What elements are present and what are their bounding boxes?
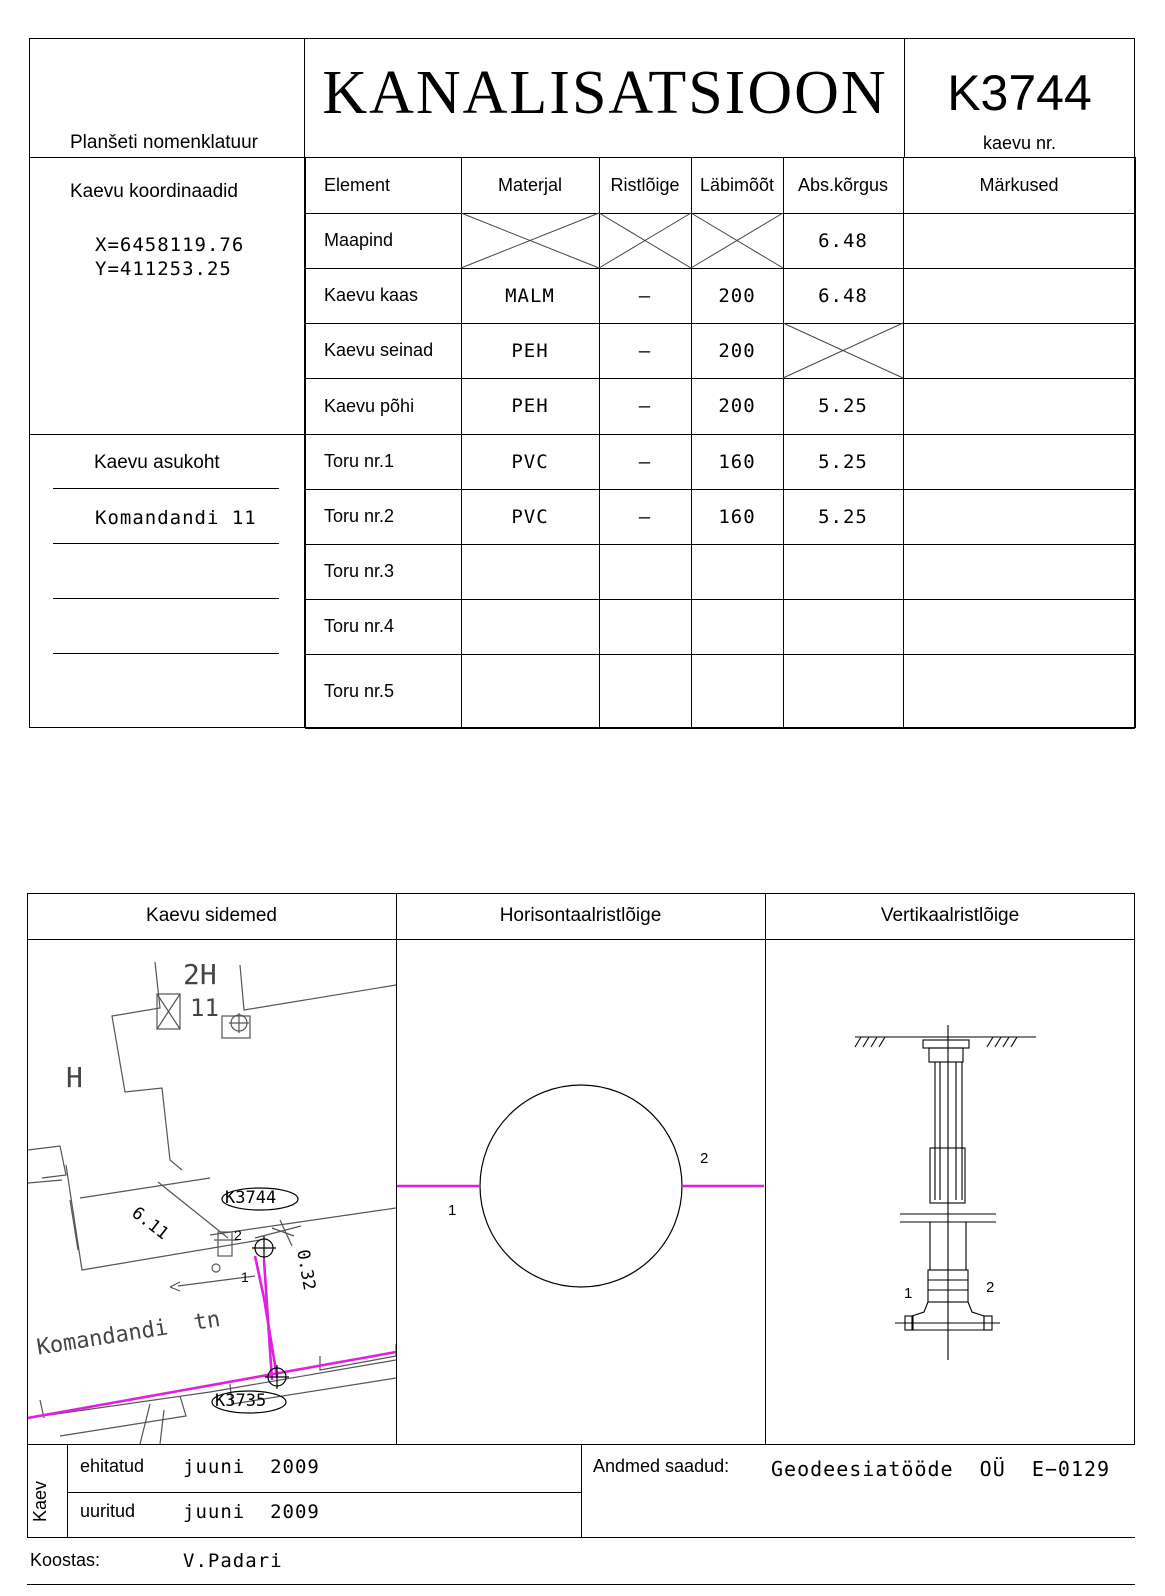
map-distance-2: 0.32 [292, 1248, 320, 1292]
table-cell: — [638, 450, 652, 473]
table-cell: 5.25 [818, 450, 868, 473]
table-cell [599, 654, 691, 728]
map-building-h: H [66, 1061, 83, 1094]
table-row-label: Kaevu seinad [324, 340, 434, 360]
table-cell [461, 213, 599, 268]
table-row-label: Toru nr.3 [324, 561, 395, 581]
table-cell: — [638, 339, 652, 362]
table-cell: 200 [718, 339, 756, 362]
surveyed-value: juuni 2009 [183, 1501, 320, 1523]
vertical-pipe-1-label: 1 [904, 1285, 913, 1302]
table-cell [903, 489, 1135, 544]
coords-label: Kaevu koordinaadid [70, 181, 238, 202]
table-cell [903, 378, 1135, 434]
table-cell [461, 544, 599, 599]
location-line [53, 543, 279, 544]
table-gridline [305, 728, 1135, 729]
table-row-label: Kaevu kaas [324, 285, 419, 305]
table-cell [783, 323, 903, 378]
map-street-label: Komandandi tn [35, 1306, 223, 1361]
title: KANALISATSIOON [322, 59, 888, 127]
horizontal-title: Horisontaalristlõige [499, 905, 662, 926]
table-cell: 200 [718, 395, 756, 417]
footer-side-label: Kaev [30, 1480, 50, 1522]
location-line [53, 598, 279, 599]
divider [27, 1537, 1135, 1538]
built-value: juuni 2009 [183, 1456, 320, 1478]
table-row-label: Toru nr.2 [324, 506, 395, 526]
table-cell: PEH [511, 395, 549, 417]
table-cell: 5.25 [818, 395, 868, 417]
sheet-label: Planšeti nomenklatuur [70, 132, 258, 153]
map-building-2h: 2H [183, 958, 217, 991]
vertical-pipe-2-label: 2 [986, 1279, 995, 1296]
location-label: Kaevu asukoht [94, 452, 220, 473]
map-other-well-label: K3735 [215, 1391, 267, 1411]
column-header: Ristlõige [610, 174, 680, 195]
column-header: Läbimõõt [699, 174, 775, 195]
table-cell: — [638, 284, 652, 307]
map-building-number: 11 [190, 994, 219, 1022]
location-line [53, 488, 279, 489]
table-cell [903, 323, 1135, 378]
column-header: Element [324, 174, 391, 195]
location-line [53, 653, 279, 654]
location-line-1: Komandandi 11 [95, 507, 257, 529]
table-cell: 160 [718, 450, 756, 473]
table-cell [691, 213, 783, 268]
table-cell [691, 544, 783, 599]
divider [67, 1444, 68, 1537]
table-cell [903, 434, 1135, 489]
divider [27, 1584, 1135, 1585]
well-number: K3744 [947, 65, 1092, 121]
links-title: Kaevu sidemed [146, 905, 277, 926]
column-header: Märkused [979, 174, 1059, 195]
map-pipe-2-label: 2 [234, 1227, 242, 1243]
table-row-label: Toru nr.1 [324, 451, 395, 471]
table-cell [461, 654, 599, 728]
table-cell [691, 599, 783, 654]
built-label: ehitatud [80, 1456, 145, 1476]
table-cell: 6.48 [818, 229, 868, 252]
divider [29, 434, 305, 435]
table-cell: PEH [511, 339, 549, 362]
table-cell [903, 268, 1135, 323]
table-cell [903, 599, 1135, 654]
divider [27, 939, 1135, 940]
table-cell [599, 599, 691, 654]
surveyed-label: uuritud [80, 1501, 136, 1521]
coord-y: Y=411253.25 [95, 258, 232, 280]
table-cell [903, 213, 1135, 268]
horizontal-pipe-2-label: 2 [700, 1150, 709, 1167]
divider [581, 1444, 582, 1537]
divider [765, 893, 766, 1445]
author-value: V.Padari [183, 1550, 283, 1572]
map-well-label: K3744 [225, 1188, 277, 1208]
table-cell: — [638, 395, 652, 417]
source-label: Andmed saadud: [593, 1456, 730, 1476]
divider [27, 1444, 28, 1537]
table-cell [783, 599, 903, 654]
table-cell: 200 [718, 284, 756, 307]
table-cell [783, 544, 903, 599]
coord-x: X=6458119.76 [95, 234, 245, 256]
table-cell [461, 599, 599, 654]
table-cell: 160 [718, 505, 756, 528]
table-cell [903, 654, 1135, 728]
source-value: Geodeesiatööde OÜ E−0129 [771, 1457, 1111, 1481]
well-number-label: kaevu nr. [982, 133, 1057, 153]
table-cell: PVC [511, 505, 549, 528]
table-row-label: Toru nr.4 [324, 616, 395, 636]
table-cell [691, 654, 783, 728]
horizontal-pipe-1-label: 1 [448, 1202, 457, 1219]
table-cell [783, 654, 903, 728]
table-cell: 5.25 [818, 505, 868, 528]
table-row-label: Kaevu põhi [324, 395, 415, 416]
map-distance-1: 6.11 [127, 1203, 173, 1244]
table-cell: — [638, 505, 652, 528]
table-cell [599, 544, 691, 599]
table-gridline [1135, 157, 1136, 728]
table-row-label: Maapind [324, 230, 394, 250]
table-row-label: Toru nr.5 [324, 680, 395, 701]
divider [396, 893, 397, 1445]
table-cell: PVC [511, 450, 549, 473]
column-header: Abs.kõrgus [797, 174, 889, 195]
author-label: Koostas: [30, 1550, 101, 1570]
table-cell [599, 213, 691, 268]
table-cell: 6.48 [818, 284, 868, 307]
divider [67, 1492, 581, 1493]
table-cell [903, 544, 1135, 599]
vertical-title: Vertikaalristlõige [880, 905, 1020, 926]
column-header: Materjal [497, 174, 563, 195]
table-cell: MALM [505, 284, 555, 307]
map-pipe-1-label: 1 [241, 1269, 249, 1285]
